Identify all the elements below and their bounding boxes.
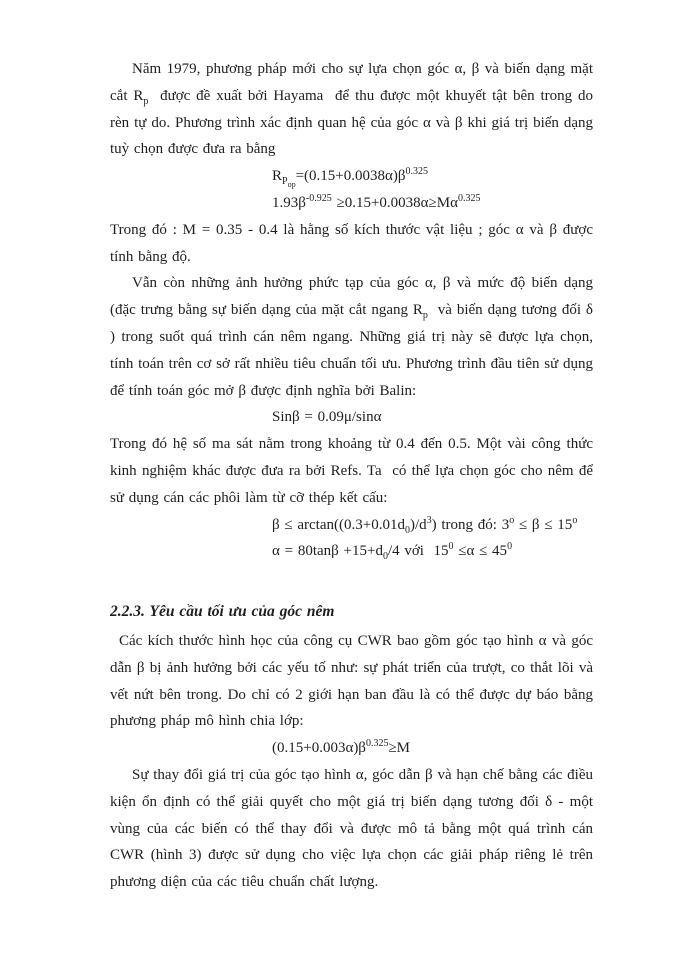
document-content <box>110 56 593 896</box>
paragraph-m-constant: Trong đó : M = 0.35 - 0.4 là hằng số kích thước vật liệu ; góc α và β được tính bằng độ. <box>110 221 593 265</box>
formula-sin-beta: Sinβ = 0.09μ/sinα <box>272 409 382 426</box>
paragraph-cwr-geometry: Các kích thước hình học của công cụ CWR bao gồm góc tạo hình α và góc dẫn β bị ảnh hưởng bởi các yếu tố như: sự phát triển của trượt, co thắt lõi và vết nứt bên trong. Do chỉ có 2 giới hạn ban đầu là có thể được dự báo bằng phương pháp mô hình chia lớp: <box>110 632 593 730</box>
paragraph-hayama-method: Năm 1979, phương pháp mới cho sự lựa chọn góc α, β và biến dạng mặt cắt $R_p$ được đề xuất bởi Hayama để thu được một khuyết tật bên trong do rèn tự do. Phương trình xác định quan hệ của góc α và β khi giá trị biến dạng tuỳ chọn được đưa ra bằng <box>110 61 593 158</box>
formula-stability-condition: $(0.15+0.003\alpha)\beta^{0.325}\ge M$ <box>272 738 411 757</box>
paragraph-value-variation: Sự thay đổi giá trị của góc tạo hình α, góc dẫn β và hạn chế bằng các điều kiện ổn định có thể giải quyết cho một giá trị biến dạng tương đối δ - một vùng của các biến có thể thay đổi và được mô tả bằng một quá trình cán CWR (hình 3) được sử dụng cho việc lựa chọn các giải pháp riêng lẻ trên phương diện của các tiêu chuẩn chất lượng. <box>110 766 593 891</box>
formula-rp-op: $R_{P_{op}}=(0.15+0.0038\alpha)\beta^{0.325}$ <box>272 166 428 190</box>
formula-inequality-m: $1.93\beta^{-0.925} \ge 0.15+0.0038\alpha\ge M\alpha^{0.325}$ <box>272 192 481 211</box>
paragraph-friction-coefficient: Trong đó hệ số ma sát nằm trong khoảng từ 0.4 đến 0.5. Một vài công thức kinh nghiệm khác được đưa ra bởi Refs. Ta có thể lựa chọn góc cho nêm để sử dụng cán các phôi làm từ cỡ thép kết cấu: <box>110 436 593 506</box>
section-heading-2-2-3: 2.2.3. Yêu cầu tối ưu của góc nêm <box>110 603 335 621</box>
formula-beta-arctan: $\beta \le \arctan((0.3+0.01d_0)/d^3)$ trong đó: $3^o \le \beta \le 15^o$ <box>272 514 578 536</box>
paragraph-complex-effects: Vẫn còn những ảnh hưởng phức tạp của góc α, β và mức độ biến dạng (đặc trưng bằng sự biến dạng của mặt cắt ngang $R_p$ và biến dạng tương đối δ ) trong suốt quá trình cán nêm ngang. Những giá trị này sẽ được lựa chọn, tính toán trên cơ sở rất nhiều tiêu chuẩn tối ưu. Phương trình đầu tiên sử dụng để tính toán góc mở β được định nghĩa bởi Balin: <box>110 275 593 399</box>
formula-alpha-80tan: $\alpha = 80\tan\beta +15+d_0/4$ với $15^0 \le\alpha \le 45^0$ <box>272 541 513 563</box>
